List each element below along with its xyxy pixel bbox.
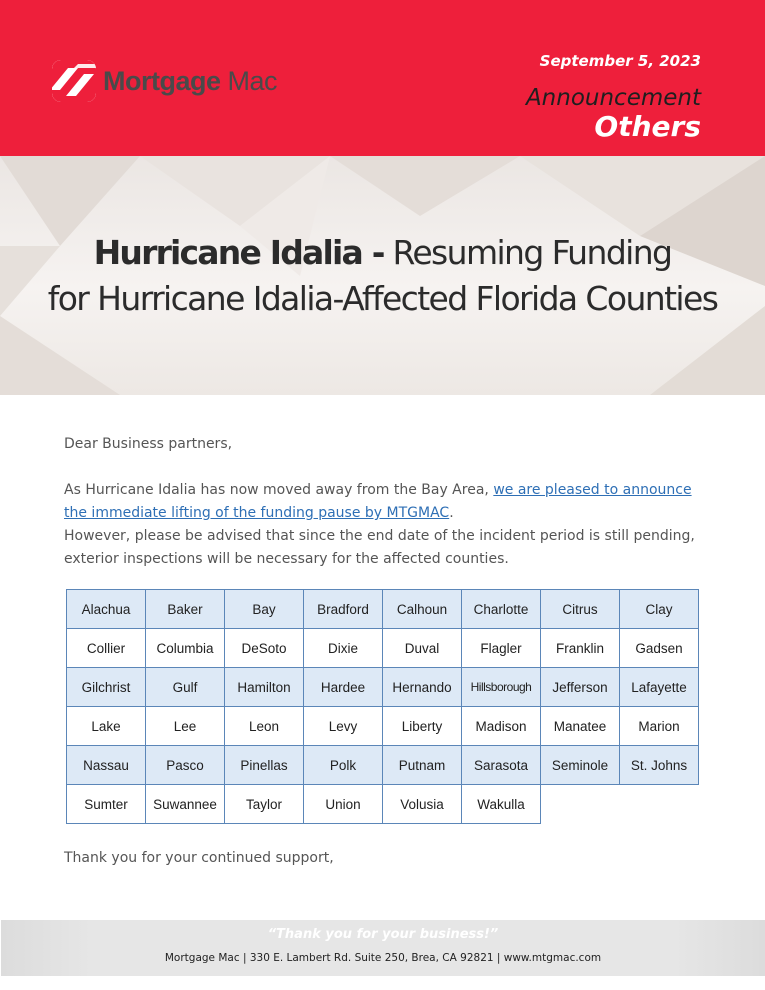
county-cell: Calhoun <box>383 590 462 629</box>
county-cell: DeSoto <box>225 629 304 668</box>
closing-line: Thank you for your continued support, <box>64 850 334 866</box>
empty-cell <box>620 785 699 824</box>
county-cell: Gilchrist <box>67 668 146 707</box>
county-cell: Wakulla <box>462 785 541 824</box>
county-cell: Columbia <box>146 629 225 668</box>
county-cell: Seminole <box>541 746 620 785</box>
county-cell: Pasco <box>146 746 225 785</box>
funding-resume-link[interactable]: we are pleased to announce the immediate lifting of the funding pause by MTGMAC <box>64 482 692 521</box>
county-cell: Hernando <box>383 668 462 707</box>
county-cell: Alachua <box>67 590 146 629</box>
county-cell: Nassau <box>67 746 146 785</box>
county-cell: Manatee <box>541 707 620 746</box>
county-cell: Hamilton <box>225 668 304 707</box>
county-cell: Bradford <box>304 590 383 629</box>
county-cell: Charlotte <box>462 590 541 629</box>
announcement-date: September 5, 2023 <box>539 52 701 70</box>
county-row <box>67 746 699 785</box>
county-cell: Putnam <box>383 746 462 785</box>
paragraph-1-start: As Hurricane Idalia has now moved away from the Bay Area, <box>64 482 494 498</box>
greeting: Dear Business partners, <box>64 436 233 452</box>
county-cell: Leon <box>225 707 304 746</box>
county-cell: Lafayette <box>620 668 699 707</box>
paragraph-1 <box>64 479 714 525</box>
paragraph-1-end: . <box>449 505 454 521</box>
county-cell: Franklin <box>541 629 620 668</box>
county-cell: Suwannee <box>146 785 225 824</box>
county-row <box>67 707 699 746</box>
mortgage-mac-logo[interactable] <box>52 60 277 102</box>
footer-address: Mortgage Mac | 330 E. Lambert Rd. Suite 250, Brea, CA 92821 | www.mtgmac.com <box>164 952 602 964</box>
hero-title-line2: for Hurricane Idalia-Affected Florida Counties <box>47 279 718 318</box>
county-cell: Clay <box>620 590 699 629</box>
county-cell: Gulf <box>146 668 225 707</box>
county-cell: Madison <box>462 707 541 746</box>
county-row <box>67 590 699 629</box>
footer <box>1 920 765 976</box>
county-cell: Hardee <box>304 668 383 707</box>
brand-name-bold: Mortgage <box>103 65 221 96</box>
county-cell: Lake <box>67 707 146 746</box>
empty-cell <box>541 785 620 824</box>
county-row <box>67 785 699 824</box>
county-cell: Liberty <box>383 707 462 746</box>
county-row <box>67 668 699 707</box>
county-cell: Pinellas <box>225 746 304 785</box>
county-cell: Duval <box>383 629 462 668</box>
announcement-category: Others <box>594 110 701 143</box>
announcement-label: Announcement <box>525 85 701 111</box>
county-cell: Volusia <box>383 785 462 824</box>
affected-counties-table <box>66 589 699 824</box>
county-cell: Lee <box>146 707 225 746</box>
county-cell: Bay <box>225 590 304 629</box>
county-cell: Marion <box>620 707 699 746</box>
county-cell: Dixie <box>304 629 383 668</box>
county-cell: Flagler <box>462 629 541 668</box>
hero-title-bold: Hurricane Idalia - <box>93 233 384 272</box>
county-cell: Taylor <box>225 785 304 824</box>
county-cell: Levy <box>304 707 383 746</box>
county-cell: Citrus <box>541 590 620 629</box>
hero-banner <box>0 156 765 395</box>
footer-quote: “Thank you for your business!” <box>267 927 499 942</box>
brand-name-light: Mac <box>227 65 278 96</box>
county-cell: Gadsen <box>620 629 699 668</box>
hero-title-rest: Resuming Funding <box>383 233 672 272</box>
hero-title <box>0 230 765 322</box>
announcement-header <box>0 0 765 156</box>
county-cell: St. Johns <box>620 746 699 785</box>
county-cell: Sarasota <box>462 746 541 785</box>
county-row <box>67 629 699 668</box>
paragraph-2: However, please be advised that since the end date of the incident period is still pending, exterior inspections will be necessary for the affected counties. <box>64 528 695 567</box>
county-cell: Sumter <box>67 785 146 824</box>
county-cell: Collier <box>67 629 146 668</box>
logo-m-icon <box>52 60 96 102</box>
county-cell: Baker <box>146 590 225 629</box>
county-cell: Hillsborough <box>462 668 541 707</box>
county-cell: Polk <box>304 746 383 785</box>
county-cell: Jefferson <box>541 668 620 707</box>
county-cell: Union <box>304 785 383 824</box>
brand-name <box>103 65 278 96</box>
